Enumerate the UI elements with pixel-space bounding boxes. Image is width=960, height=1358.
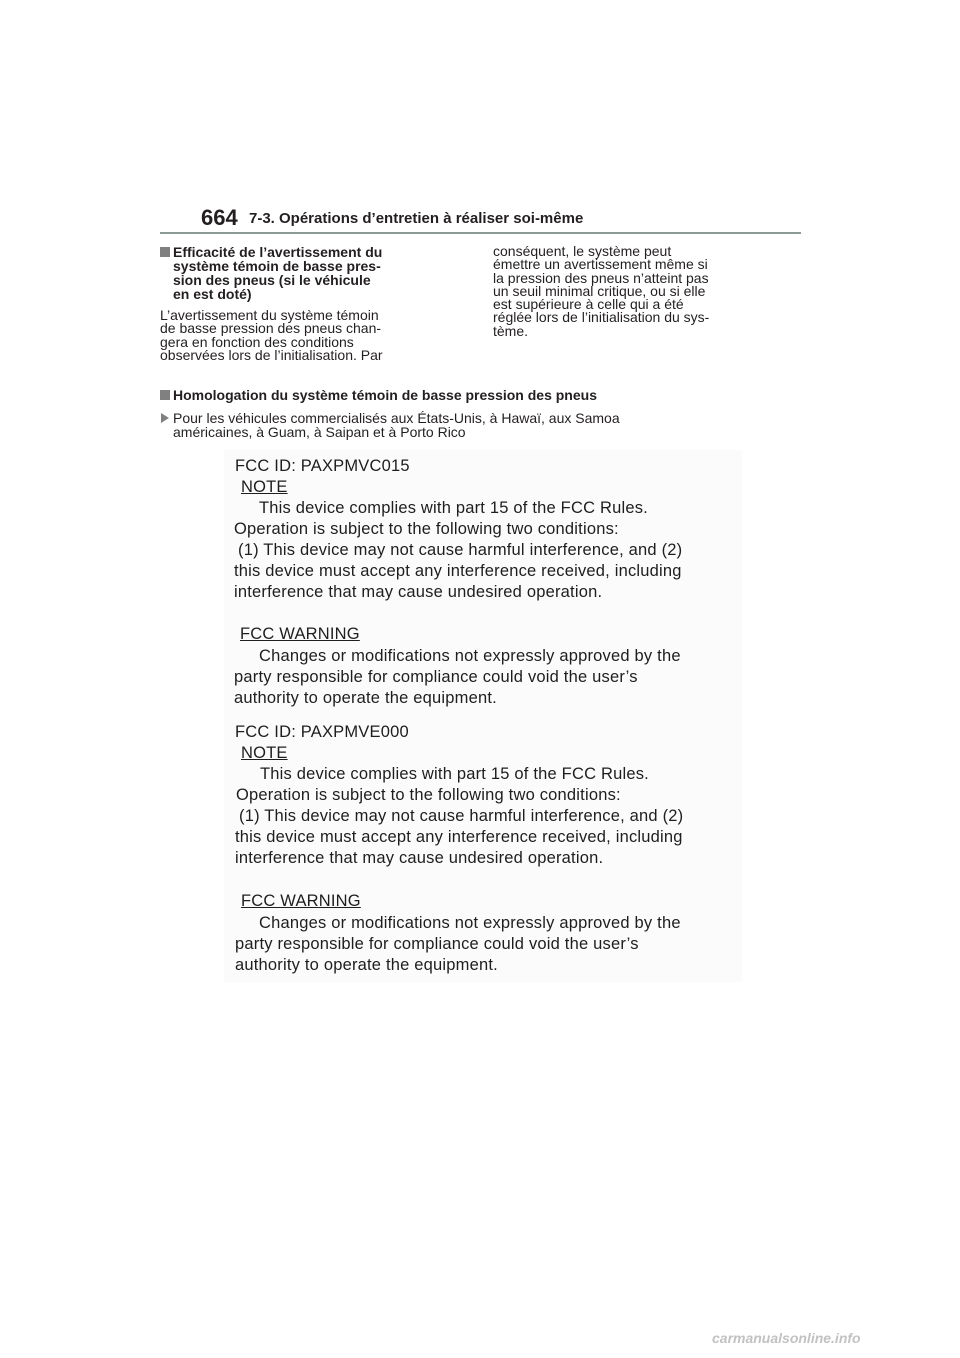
note-line-1-3: (1) This device may not cause harmful interference, and (2) <box>238 541 683 559</box>
warning-line-1-3: authority to operate the equipment. <box>234 689 497 707</box>
warning-line-1-2: party responsible for compliance could void the user’s <box>234 668 638 686</box>
efficacy-paragraph-continued: conséquent, le système peut émettre un avertissement même si la pression des pneus n’atteint pas un seuil minimal critique, ou si elle est supérieure à celle qui a été réglée lors de l’initialisation du sys- tème. <box>493 243 710 339</box>
note-title-2: NOTE <box>241 744 288 762</box>
fcc-id-2: FCC ID: PAXPMVE000 <box>235 723 409 741</box>
note-line-2-1: This device complies with part 15 of the FCC Rules. <box>260 765 649 783</box>
square-bullet-icon <box>160 390 170 400</box>
page-number: 664 <box>201 205 238 230</box>
watermark-text: carmanualsonline.info <box>712 1330 861 1346</box>
warning-line-2-1: Changes or modifications not expressly approved by the <box>259 914 681 932</box>
homologation-bullet: Pour les véhicules commercialisés aux États-Unis, à Hawaï, aux Samoa américaines, à Guam, à Saipan et à Porto Rico <box>160 411 773 439</box>
fcc-label-image <box>224 450 742 982</box>
homologation-heading: Homologation du système témoin de basse pression des pneus <box>160 388 813 402</box>
section-title: 7-3. Opérations d’entretien à réaliser soi-même <box>249 210 584 227</box>
square-bullet-icon <box>160 247 170 257</box>
right-column <box>493 245 753 338</box>
note-line-2-3: (1) This device may not cause harmful interference, and (2) <box>239 807 684 825</box>
warning-title-1: FCC WARNING <box>240 625 360 643</box>
left-column <box>160 245 472 362</box>
efficacy-paragraph: L’avertissement du système témoin de basse pression des pneus chan- gera en fonction des conditions observées lors de l’initialisation. Par <box>160 307 383 363</box>
fcc-id-1: FCC ID: PAXPMVC015 <box>235 457 410 475</box>
efficacy-heading: Efficacité de l’avertissement du système témoin de basse pres- sion des pneus (si le véhicule en est doté) <box>160 245 472 301</box>
note-line-1-4: this device must accept any interference received, including <box>234 562 682 580</box>
triangle-bullet-icon <box>161 413 169 423</box>
note-line-1-5: interference that may cause undesired operation. <box>234 583 603 601</box>
note-title-1: NOTE <box>241 478 288 496</box>
note-line-2-2: Operation is subject to the following two conditions: <box>236 786 621 804</box>
warning-line-2-3: authority to operate the equipment. <box>235 956 498 974</box>
header-rule <box>160 232 801 234</box>
page-header <box>201 205 801 235</box>
note-line-2-5: interference that may cause undesired operation. <box>235 849 604 867</box>
note-line-1-2: Operation is subject to the following two conditions: <box>234 520 619 538</box>
note-line-1-1: This device complies with part 15 of the FCC Rules. <box>259 499 648 517</box>
warning-line-2-2: party responsible for compliance could void the user’s <box>235 935 639 953</box>
warning-title-2: FCC WARNING <box>241 892 361 910</box>
warning-line-1-1: Changes or modifications not expressly approved by the <box>259 647 681 665</box>
note-line-2-4: this device must accept any interference received, including <box>235 828 683 846</box>
